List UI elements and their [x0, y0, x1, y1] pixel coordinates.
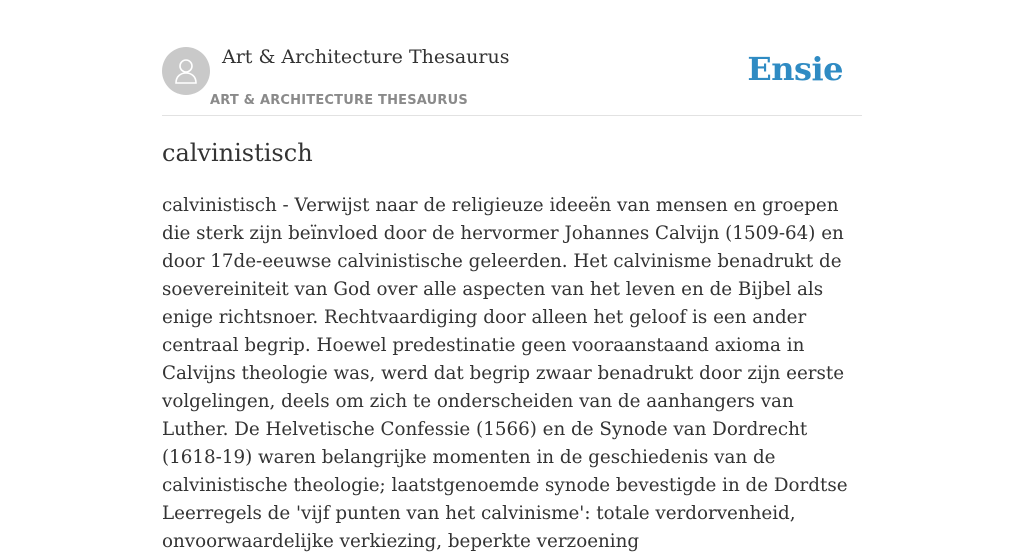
page-title: calvinistisch	[162, 139, 313, 167]
avatar[interactable]	[162, 47, 210, 95]
ensie-logo[interactable]: Ensie	[747, 50, 843, 88]
author-name[interactable]: Art & Architecture Thesaurus	[222, 46, 510, 68]
author-header	[162, 0, 862, 116]
page-container	[162, 0, 862, 552]
article-body: calvinistisch - Verwijst naar de religieuze ideeën van mensen en groepen die sterk zijn beïnvloed door de hervormer Johannes Calvijn (1509-64) en door 17de-eeuwse calvinistische geleerden. Het calvinisme benadrukt de soevereiniteit van God over alle aspecten van het leven en de Bijbel als enige richtsnoer. Rechtvaardiging door alleen het geloof is een ander centraal begrip. Hoewel predestinatie geen vooraanstaand axioma in Calvijns theologie was, werd dat begrip zwaar benadrukt door zijn eerste volgelingen, deels om zich te onderscheiden van de aanhangers van Luther. De Helvetische Confessie (1566) en de Synode van Dordrecht (1618-19) waren belangrijke momenten in de geschiedenis van de calvinistische theologie; laatstgenoemde synode bevestigde in de Dordtse Leerregels de 'vijf punten van het calvinisme': totale verdorvenheid, onvoorwaardelijke verkiezing, beperkte verzoening	[162, 195, 848, 552]
author-source-label[interactable]: ART & ARCHITECTURE THESAURUS	[210, 93, 468, 108]
user-icon	[171, 56, 201, 86]
